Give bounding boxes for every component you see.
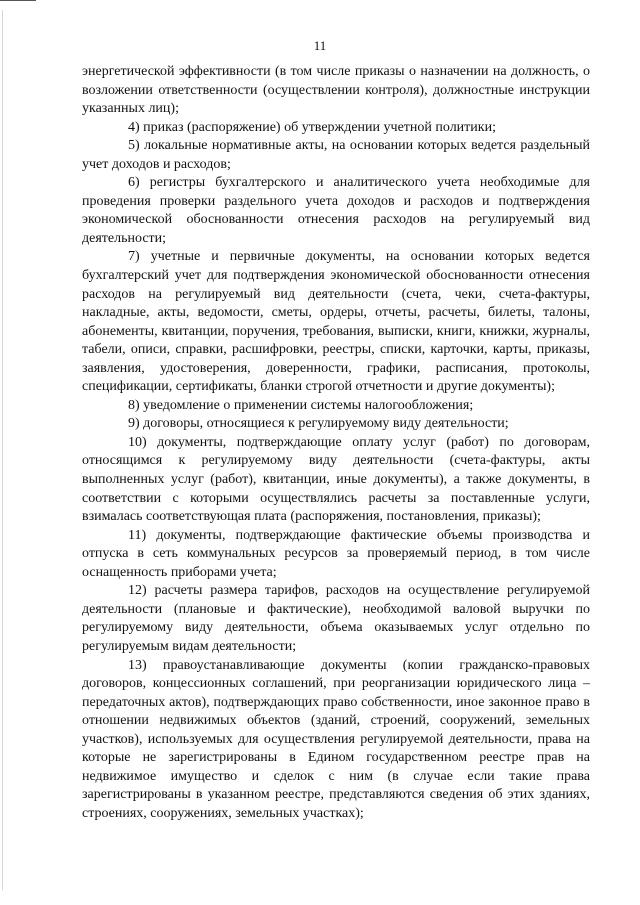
list-item-11: 11) документы, подтверждающие фактические объемы производства и отпуска в сеть коммунальных ресурсов за проверяемый период, в том числе оснащенность приборами учета; (82, 527, 590, 580)
list-item-7: 7) учетные и первичные документы, на основании которых ведется бухгалтерский учет для подтверждения экономической обоснованности отнесения расходов на регулируемый вид деятельности (счета, чеки, счета-фактуры, накладные, акты, ведомости, сметы, ордеры, отчеты, расчеты, билеты, талоны, абонементы, квитанции, поручения, требования, выписки, книги, книжки, журналы, табели, описи, справки, расшифровки, реестры, списки, карточки, карты, приказы, заявления, удостоверения, доверенности, графики, расписания, протоколы, спецификации, сертификаты, бланки строгой отчетности и другие документы); (82, 249, 590, 395)
paragraph-continuation: энергетической эффективности (в том числе приказы о назначении на должность, о возложении ответственности (осуществлении контроля), должностные инструкции указанных лиц); (82, 64, 590, 117)
scan-edge-shadow (2, 10, 3, 890)
document-body (82, 63, 590, 823)
list-item-12: 12) расчеты размера тарифов, расходов на осуществление регулируемой деятельности (плановые и фактические), необходимой валовой выручки по регулируемому виду деятельности, объема оказываемых услуг отдельно по регулируемым видам деятельности; (82, 583, 590, 654)
scan-edge-mark (0, 0, 36, 1)
list-item-10: 10) документы, подтверждающие оплату услуг (работ) по договорам, относящимся к регулируемому виду деятельности (счета-фактуры, акты выполненных услуг (работ), квитанции, иные документы), а также документы, в соответствии с которыми осуществлялись расчеты за поставленные услуги, взималась соответствующая плата (распоряжения, постановления, приказы); (82, 434, 590, 525)
list-item-8: 8) уведомление о применении системы налогообложения; (128, 397, 474, 413)
page-number: 11 (313, 38, 327, 53)
list-item-9: 9) договоры, относящиеся к регулируемому виду деятельности; (128, 416, 509, 432)
list-item-4: 4) приказ (распоряжение) об утверждении учетной политики; (128, 119, 496, 135)
list-item-6: 6) регистры бухгалтерского и аналитического учета необходимые для проведения проверки раздельного учета доходов и расходов и подтверждения экономической обоснованности отнесения расходов на регулируемый вид деятельности; (82, 175, 590, 246)
list-item-13: 13) правоустанавливающие документы (копии гражданско-правовых договоров, концессионных соглашений, при реорганизации юридического лица – передаточных актов), подтверждающих право собственности, иное законное право в отношении недвижимых объектов (зданий, строений, сооружений, земельных участков), используемых для осуществления регулируемой деятельности, права на которые не зарегистрированы в Едином государственном реестре прав на недвижимое имущество и сделок с ним (в случае если такие права зарегистрированы в указанном реестре, представляются сведения об этих зданиях, строениях, сооружениях, земельных участках); (82, 657, 590, 821)
list-item-5: 5) локальные нормативные акты, на основании которых ведется раздельный учет доходов и расходов; (82, 138, 590, 172)
